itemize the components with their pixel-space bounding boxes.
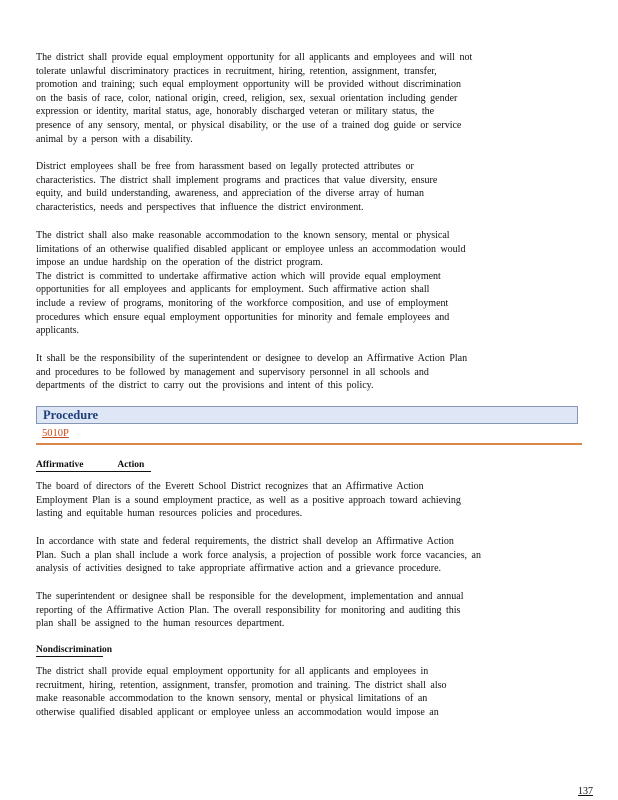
text-line: The superintendent or designee shall be responsible for the development, implementation and annual [36,591,464,602]
text-line: presence of any sensory, mental, or physical disability, or the use of a trained dog guide or service [36,119,462,131]
heading-text: Nondiscrimination [36,645,113,655]
text-line: It shall be the responsibility of the superintendent or designee to develop an Affirmative Action Plan [36,353,468,364]
text-line: Plan. Such a plan shall include a work force analysis, a projection of possible work force vacancies, an [36,549,481,561]
text-line: characteristics, needs and perspectives that influence the district environment. [36,201,364,213]
text-line: opportunities for all employees and applicants for employment. Such affirmative action shall [36,284,430,296]
text-line: analysis of activities designed to take appropriate affirmative action and a grievance procedure. [36,563,442,575]
text-line: on the basis of race, color, national origin, creed, religion, sex, sexual orientation including gender [36,92,458,104]
text-line: characteristics. The district shall implement programs and practices that value diversity, ensure [36,174,438,186]
section-divider [36,443,582,445]
text-line: promotion and training; such equal employment opportunity will be provided without discrimination [36,79,461,91]
procedure-header-bar [36,406,578,424]
nondiscrimination-heading [36,645,113,657]
policy-paragraph-harassment [36,160,575,214]
text-line: District employees shall be free from harassment based on legally protected attributes or [36,161,414,172]
text-line: make reasonable accommodation to the known sensory, mental or physical limitations of an [36,693,428,705]
heading-text: Affirmative Action [36,460,151,472]
text-line: lasting and equitable human resources policies and procedures. [36,508,303,520]
text-line: expression or identity, marital status, age, honorably discharged veteran or military status, the [36,106,435,118]
text-line: departments of the district to carry out the provisions and intent of this policy. [36,380,374,392]
procedure-title: Procedure [43,408,99,422]
text-line: The board of directors of the Everett School District recognizes that an Affirmative Action [36,481,424,492]
policy-paragraph-accommodation [36,229,575,338]
text-line: and procedures to be followed by management and supervisory personnel in all schools and [36,366,429,378]
text-line: Employment Plan is a sound employment practice, as well as a positive approach toward achieving [36,494,461,506]
text-line: include a review of programs, monitoring of the workforce composition, and use of employment [36,297,449,309]
text-line: recruitment, hiring, retention, assignment, transfer, promotion and training. The district shall also [36,679,447,691]
text-line: animal by a person with a disability. [36,133,193,145]
text-line: impose an undue hardship on the operation of the district program. [36,257,323,269]
text-line: procedures which ensure equal employment opportunities for minority and female employees and [36,311,450,323]
policy-paragraph-responsibility [36,352,575,393]
procedure-code-link[interactable]: 5010P [42,428,69,439]
affirmative-action-paragraph-reporting [36,590,575,631]
text-line: equity, and build understanding, awareness, and appreciation of the diverse array of human [36,188,424,200]
text-line: otherwise qualified disabled applicant or employee unless an accommodation would impose an [36,706,439,718]
text-line: plan shall be assigned to the human resources department. [36,618,285,630]
text-line: The district shall provide equal employment opportunity for all applicants and employees in [36,666,429,677]
text-line: tolerate unlawful discriminatory practices in recruitment, hiring, retention, assignment, transfer, [36,65,437,77]
text-line: limitations of an otherwise qualified disabled applicant or employee unless an accommodation would [36,243,466,255]
affirmative-action-heading [36,460,151,472]
text-line: reporting of the Affirmative Action Plan. The overall responsibility for monitoring and auditing this [36,604,461,616]
text-line: The district shall provide equal employment opportunity for all applicants and employees and will not [36,52,473,63]
policy-paragraph-equal-opportunity [36,51,575,146]
text-line: The district shall also make reasonable accommodation to the known sensory, mental or physical [36,230,450,241]
affirmative-action-paragraph-plan [36,535,575,576]
text-line: In accordance with state and federal requirements, the district shall develop an Affirmative Action [36,536,454,547]
text-line: applicants. [36,325,80,337]
text-line: The district is committed to undertake affirmative action which will provide equal employment [36,270,441,282]
page-number: 137 [578,786,593,797]
nondiscrimination-paragraph [36,665,575,719]
affirmative-action-paragraph-board [36,480,575,521]
